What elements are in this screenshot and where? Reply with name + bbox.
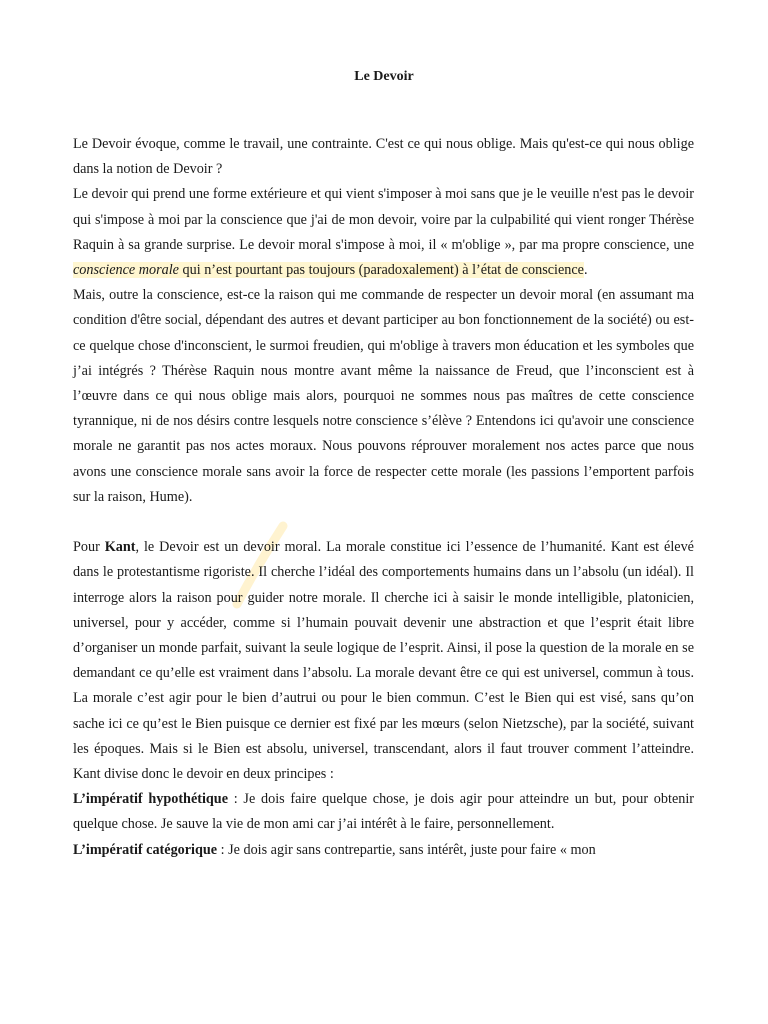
paragraph-reason-or-unconscious: Mais, outre la conscience, est-ce la raison qui me commande de respecter un devoir moral (en assumant ma condition d'être social, dépendant des autres et devant participer au bon fonctionnement de la société) ou est-ce quelque chose d'inconscient, le surmoi freudien, qui m'oblige à travers mon éducation et les symboles que j’ai intégrés ? Thérèse Raquin nous montre avant même la naissance de Freud, que l’inconscient est à l’œuvre dans ce qui nous oblige mais alors, pourquoi ne sommes nous pas maîtres de cette conscience tyrannique, ni de nos désirs contre lesquels notre conscience s’élève ? Entendons ici qu'avoir une conscience morale ne garantit pas nos actes moraux. Nous pouvons réprouver moralement nos actes parce que nous avons une conscience morale sans avoir la force de respecter cette morale (les passions l’emportent parfois sur la raison, Hume). <box>73 287 694 505</box>
paragraph-kant <box>73 535 694 787</box>
paragraph-end: . <box>583 262 588 279</box>
definition-text: : Je dois faire quelque chose, je dois agir pour atteindre un but, pour obtenir quelque chose. Je sauve la vie de mon ami car j’ai intérêt à le faire, personnellement. <box>73 791 694 833</box>
term-imperatif-hypothetique: L’impératif hypothétique <box>73 791 228 808</box>
page-title: Le Devoir <box>354 69 414 84</box>
paragraph-text: , le Devoir est un devoir moral. La morale constitue ici l’essence de l’humanité. Kant est élevé dans le protestantisme rigoriste. Il cherche l’idéal des comportements humains dans un l’absolu (un idéal). Il interroge alors la raison pour guider notre morale. Il cherche ici à saisir le monde intelligible, platonicien, universel, pour y accéder, comme si l’humain pouvait devenir une abstraction et que l’esprit était libre d’organiser un monde parfait, suivant la seule logique de l’esprit. Ainsi, il pose la question de la morale en se demandant ce qu’elle est vraiment dans l’absolu. La morale devant être ce qui est universel, commun à tous. La morale c’est agir pour le bien d’autrui ou pour le bien commun. C’est le Bien qui est visé, sans qu’on sache ici ce qu’est le Bien puisque ce dernier est fixé par les mœurs (selon Nietzsche), par la société, suivant les époques. Mais si le Bien est absolu, universel, transcendant, alors il faut trouver comment l’atteindre. Kant divise donc le devoir en deux principes : <box>73 539 694 783</box>
bold-kant: Kant <box>104 539 136 556</box>
highlighted-text: qui n’est pourtant pas toujours (paradoxalement) à l’état de conscience <box>178 262 584 279</box>
paragraph-imperatif-hypothetique <box>73 787 694 837</box>
term-imperatif-categorique: L’impératif catégorique <box>73 841 218 858</box>
paragraph-imperatif-categorique <box>73 838 694 863</box>
paragraph-lead: Pour <box>73 539 105 556</box>
emphasis-conscience-morale: conscience morale <box>73 262 179 279</box>
paragraph-intro: Le Devoir évoque, comme le travail, une contrainte. C'est ce qui nous oblige. Mais qu'est-ce qui nous oblige dans la notion de Devoir ? <box>73 136 694 178</box>
paragraph-external-duty <box>73 182 694 283</box>
definition-text: : Je dois agir sans contrepartie, sans intérêt, juste pour faire « mon <box>217 841 596 858</box>
document-body <box>73 132 694 863</box>
paragraph-text: Le devoir qui prend une forme extérieure et qui vient s'imposer à moi sans que je le veuille n'est pas le devoir qui s'impose à moi par la conscience que j'ai de mon devoir, voire par la culpabilité qui vient ronger Thérèse Raquin à sa grande surprise. Le devoir moral s'impose à moi, il « m'oblige », par ma propre conscience, une <box>73 186 694 253</box>
